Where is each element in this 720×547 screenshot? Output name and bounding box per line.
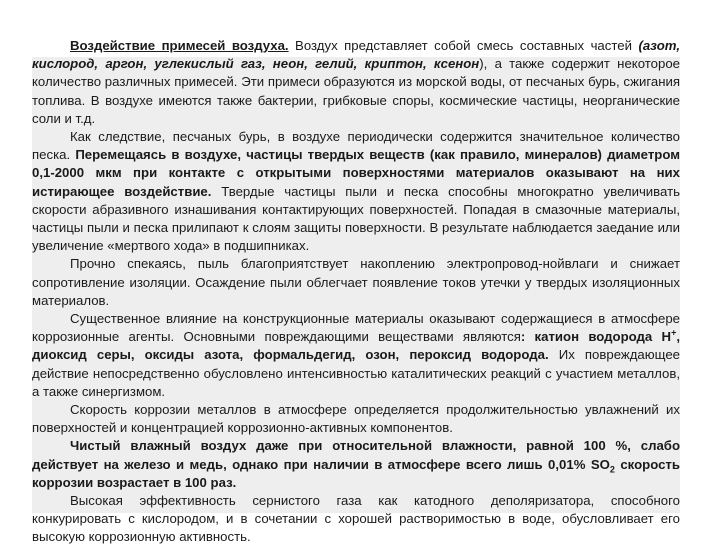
emphasis-text: , диоксид серы, оксиды азота, формальдегид, озон, пероксид водорода. bbox=[32, 329, 680, 363]
subscript: 2 bbox=[609, 464, 615, 475]
paragraph-text: Высокая эффективность сернистого газа как катодного деполяризатора, способного конкурировать с кислородом, и в сочетании с хорошей растворимостью в воде, обусловливает его высокую коррозионную активность. bbox=[32, 493, 680, 545]
section-title: Воздействие примесей воздуха. bbox=[70, 38, 289, 53]
paragraph-dust-insulation bbox=[32, 255, 680, 310]
paragraph-text: Как следствие, песчаных бурь, в воздухе периодически содержится значительное количество песка. bbox=[32, 129, 680, 163]
superscript: + bbox=[671, 327, 677, 338]
paragraph-sand-effects bbox=[32, 128, 680, 255]
emphasis-text: : катион водорода Н bbox=[520, 329, 672, 345]
paragraph-so2-effect bbox=[32, 437, 680, 492]
document-body bbox=[32, 37, 680, 547]
emphasis-text: скорость коррозии возрастает в 100 раз. bbox=[32, 456, 680, 490]
paragraph-text: Твердые частицы пыли и песка способны многократно увеличивать скорости абразивного изнашивания контактирующих поверхностей. Попадая в смазочные материалы, частицы пыли и песка прилипают к слоям защиты поверхности. В результате наблюдается заедание или увеличение «мертвого хода» в подшипниках. bbox=[32, 183, 680, 254]
paragraph-sulfur-dioxide bbox=[32, 492, 680, 547]
emphasis-text: Чистый влажный воздух даже при относительной влажности, равной 100 %, слабо действует на железо и медь, однако при наличии в атмосфере всего лишь 0,01% SO bbox=[32, 438, 680, 472]
gas-list: (азот, кислород, аргон, углекислый газ, неон, гелий, криптон, ксенон bbox=[32, 38, 680, 72]
paragraph-text: Скорость коррозии металлов в атмосфере определяется продолжительностью увлажнений их поверхностей и концентрацией коррозионно-активных компонентов. bbox=[32, 402, 680, 436]
paragraph-text: Прочно спекаясь, пыль благоприятствует накоплению электропровод-нойвлаги и снижает сопротивление изоляции. Осаждение пыли облегчает появление токов утечки у твердых изоляционных материалов. bbox=[32, 256, 680, 308]
paragraph-text: ), а также содержит некоторое количество различных примесей. Эти примеси образуются из морской воды, от песчаных бурь, сжигания топлива. В воздухе имеются также бактерии, грибковые споры, космические частицы, неорганические соли и т.д. bbox=[32, 56, 680, 126]
paragraph-text: Воздух представляет собой смесь составных частей bbox=[288, 38, 639, 53]
paragraph-text: Их повреждающее действие непосредственно обусловлено интенсивностью каталитических реакций с участием металлов, а также синергизмом. bbox=[32, 347, 681, 399]
paragraph-corrosion-rate bbox=[32, 401, 680, 437]
paragraph-air-impurities bbox=[32, 37, 680, 128]
emphasis-text: Перемещаясь в воздухе, частицы твердых веществ (как правило, минералов) диаметром 0,1-2000 мкм при контакте с открытыми поверхностями материалов оказывают на них истирающее воздействие. bbox=[32, 147, 680, 199]
paragraph-corrosive-agents bbox=[32, 310, 680, 401]
paragraph-text: Существенное влияние на конструкционные материалы оказывают содержащиеся в атмосфере коррозионные агенты. Основными повреждающими веществами являются bbox=[32, 311, 680, 345]
